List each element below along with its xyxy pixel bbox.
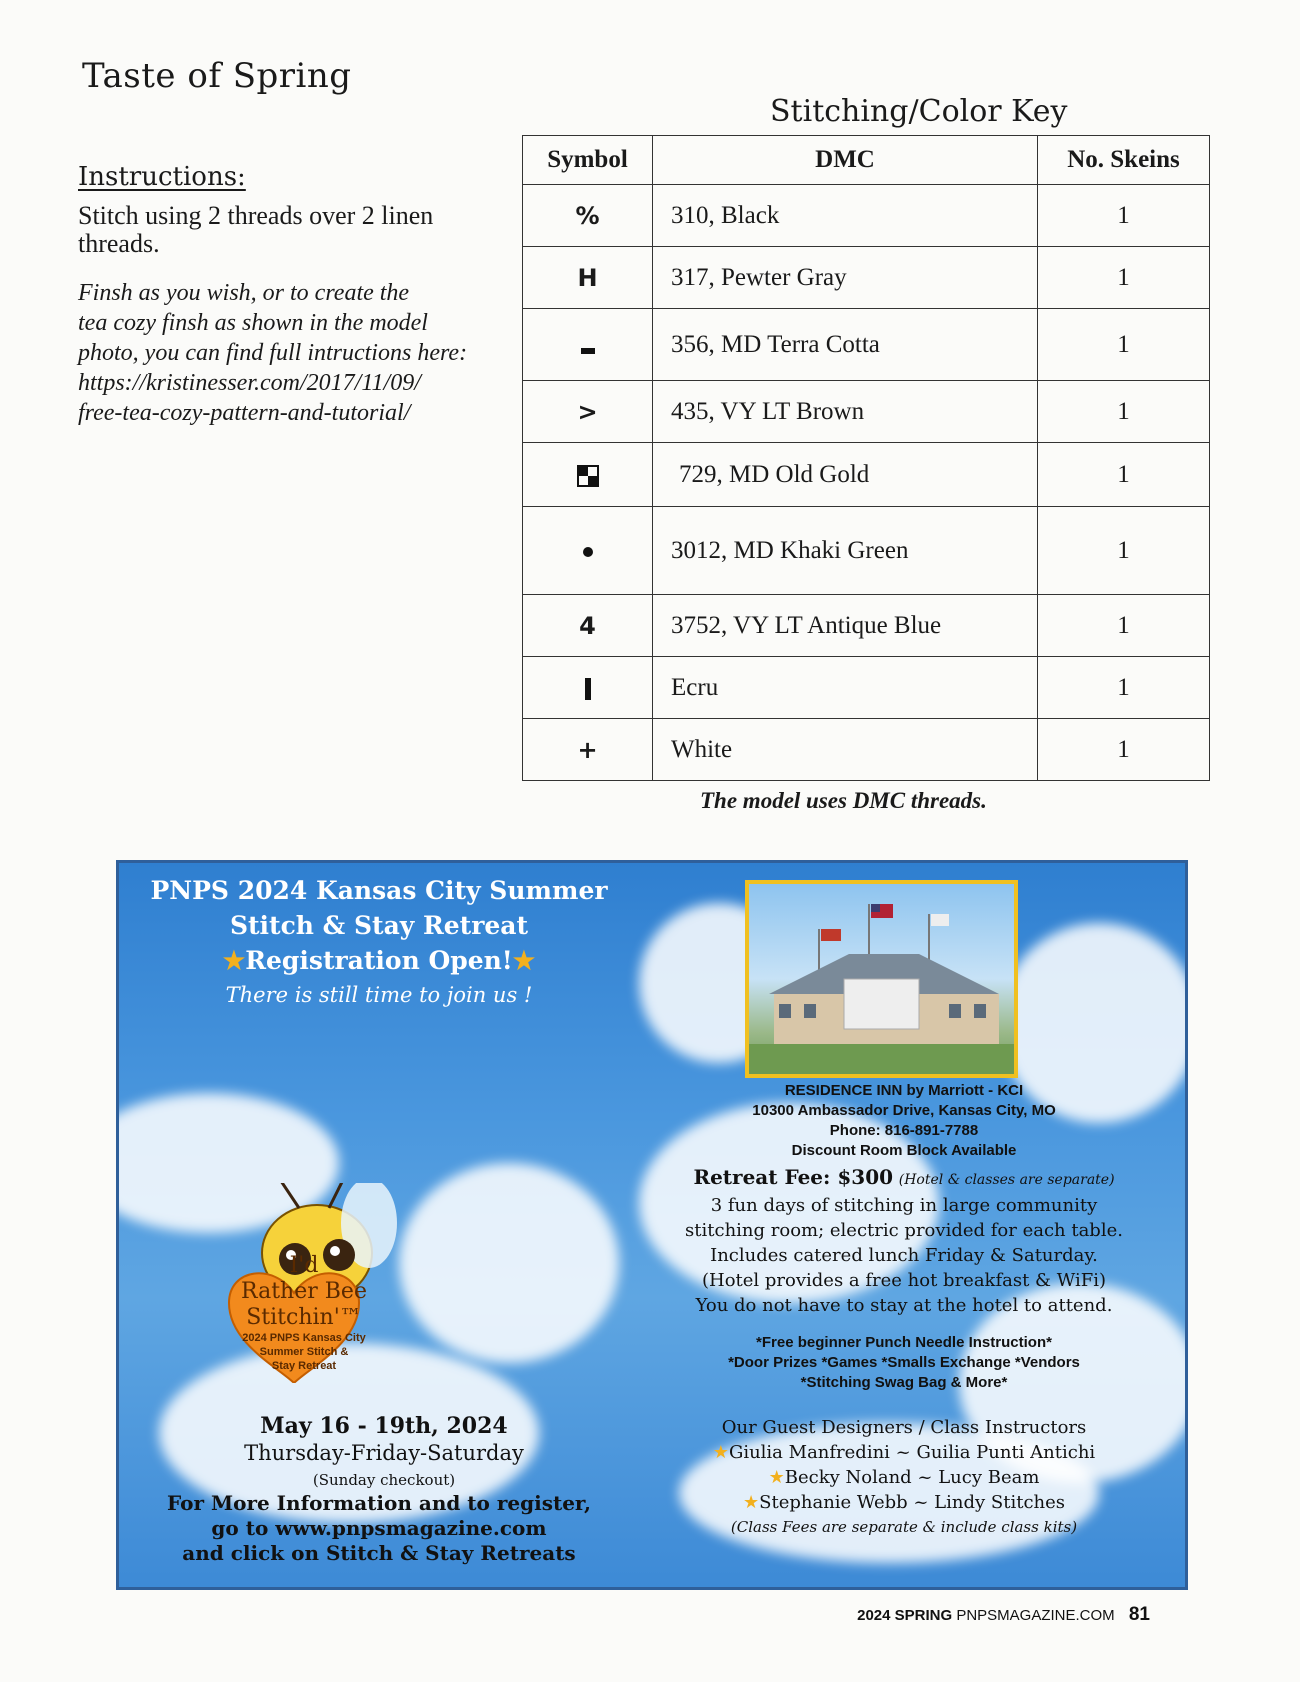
info-link[interactable]: go to www.pnpsmagazine.com (211, 1516, 547, 1540)
page-title: Taste of Spring (82, 56, 352, 96)
symbol-dash-icon (523, 309, 653, 381)
dates-text: May 16 - 19th, 2024 (260, 1413, 508, 1439)
heart-text-line: Rather Bee (241, 1279, 367, 1304)
finish-link[interactable]: free-tea-cozy-pattern-and-tutorial/ (78, 400, 411, 426)
table-row (523, 185, 1210, 247)
finish-line: Finsh as you wish, or to create the (78, 280, 410, 306)
heart-text-line: Summer Stitch & (259, 1346, 349, 1358)
page-number: 81 (1128, 1604, 1150, 1625)
skeins-cell: 1 (1038, 309, 1210, 381)
ad-headline (119, 873, 639, 978)
fee-label: Retreat Fee: $300 (693, 1165, 894, 1189)
finish-line: tea cozy finsh as shown in the model (78, 310, 428, 336)
table-row (523, 443, 1210, 507)
ad-subheadline: There is still time to join us ! (225, 983, 533, 1007)
symbol-plus-icon: + (523, 719, 653, 781)
table-row (523, 247, 1210, 309)
star-icon: ★ (512, 946, 536, 975)
footer-issue: 2024 SPRING (857, 1607, 953, 1624)
hotel-line: Discount Room Block Available (791, 1142, 1017, 1159)
heart-text-line: I'd (289, 1253, 319, 1278)
symbol-checker-icon (523, 443, 653, 507)
symbol-h-icon: H (523, 247, 653, 309)
table-row (523, 719, 1210, 781)
finish-line: photo, you can find full intructions here: (78, 340, 468, 366)
skeins-cell: 1 (1038, 719, 1210, 781)
heart-text-line: Stay Retreat (271, 1360, 337, 1372)
heart-text-line: 2024 PNPS Kansas City (242, 1332, 366, 1344)
retreat-line: 3 fun days of stitching in large community (710, 1195, 1098, 1216)
instructions-body: Stitch using 2 threads over 2 linen threads. (78, 201, 434, 258)
retreat-line: stitching room; electric provided for each table. (685, 1220, 1123, 1241)
fee-note: (Hotel & classes are separate) (898, 1172, 1115, 1188)
table-header-row (523, 136, 1210, 185)
dmc-cell: White (653, 719, 1038, 781)
star-icon: ★ (768, 1467, 785, 1488)
retreat-extras (639, 1333, 1169, 1393)
retreat-line: (Hotel provides a free hot breakfast & WiFi) (701, 1270, 1107, 1291)
retreat-details (639, 1165, 1169, 1318)
skeins-cell: 1 (1038, 443, 1210, 507)
designer-name: Becky Noland ~ Lucy Beam (784, 1467, 1040, 1488)
footer-site: PNPSMAGAZINE.COM (956, 1607, 1115, 1624)
checkout-text: (Sunday checkout) (312, 1471, 456, 1489)
symbol-greater-than-icon: > (523, 381, 653, 443)
dmc-cell: 356, MD Terra Cotta (653, 309, 1038, 381)
retreat-line: You do not have to stay at the hotel to attend. (695, 1295, 1113, 1316)
skeins-cell: 1 (1038, 247, 1210, 309)
finish-instructions (78, 278, 508, 428)
registration-info (119, 1491, 639, 1566)
designer-name: Stephanie Webb ~ Lindy Stitches (759, 1492, 1066, 1513)
instructions-heading: Instructions: (78, 162, 246, 192)
hotel-line: RESIDENCE INN by Marriott - KCI (784, 1082, 1024, 1099)
retreat-line: Includes catered lunch Friday & Saturday. (710, 1245, 1098, 1266)
designers-note: (Class Fees are separate & include class kits) (730, 1518, 1078, 1536)
table-row (523, 657, 1210, 719)
ad-registration: ★Registration Open!★ (222, 946, 536, 975)
color-key-note: The model uses DMC threads. (700, 788, 987, 813)
heart-badge-text (214, 1253, 394, 1373)
retreat-dates (149, 1413, 619, 1494)
info-line: For More Information and to register, (167, 1491, 591, 1515)
ad-headline-line: PNPS 2024 Kansas City Summer (150, 876, 608, 905)
star-icon: ★ (742, 1492, 760, 1513)
guest-designers (639, 1415, 1169, 1540)
dmc-cell: Ecru (653, 657, 1038, 719)
designers-heading: Our Guest Designers / Class Instructors (721, 1417, 1087, 1438)
header-skeins: No. Skeins (1038, 136, 1210, 185)
hotel-line: Phone: 816-891-7788 (829, 1122, 979, 1139)
table-row (523, 507, 1210, 595)
dmc-cell: 3752, VY LT Antique Blue (653, 595, 1038, 657)
header-dmc: DMC (653, 136, 1038, 185)
color-key-table (522, 135, 1210, 781)
skeins-cell: 1 (1038, 381, 1210, 443)
hotel-address (639, 1081, 1169, 1161)
ad-headline-line: Stitch & Stay Retreat (229, 911, 529, 940)
page-footer (857, 1604, 1150, 1626)
skeins-cell: 1 (1038, 657, 1210, 719)
dmc-cell: 3012, MD Khaki Green (653, 507, 1038, 595)
dmc-cell: 729, MD Old Gold (653, 443, 1038, 507)
hotel-photo (745, 880, 1018, 1078)
heart-text-line: Stitchin'™ (246, 1305, 362, 1330)
star-icon: ★ (712, 1442, 729, 1463)
extras-line: *Stitching Swag Bag & More* (800, 1374, 1008, 1391)
symbol-bar-icon (523, 657, 653, 719)
header-symbol: Symbol (523, 136, 653, 185)
star-icon: ★ (222, 946, 246, 975)
dmc-cell: 317, Pewter Gray (653, 247, 1038, 309)
table-row (523, 309, 1210, 381)
skeins-cell: 1 (1038, 595, 1210, 657)
dmc-cell: 310, Black (653, 185, 1038, 247)
symbol-percent-icon: % (523, 185, 653, 247)
symbol-dot-icon (523, 507, 653, 595)
info-line: and click on Stitch & Stay Retreats (182, 1541, 576, 1565)
table-row (523, 381, 1210, 443)
skeins-cell: 1 (1038, 507, 1210, 595)
color-key-title: Stitching/Color Key (770, 94, 1068, 129)
finish-link[interactable]: https://kristinesser.com/2017/11/09/ (78, 370, 421, 396)
days-text: Thursday-Friday-Saturday (244, 1441, 524, 1465)
designer-name: Giulia Manfredini ~ Guilia Punti Antichi (728, 1442, 1096, 1463)
table-row (523, 595, 1210, 657)
extras-line: *Free beginner Punch Needle Instruction* (756, 1334, 1052, 1351)
extras-line: *Door Prizes *Games *Smalls Exchange *Vendors (728, 1354, 1080, 1371)
dmc-cell: 435, VY LT Brown (653, 381, 1038, 443)
retreat-advertisement (116, 860, 1188, 1590)
skeins-cell: 1 (1038, 185, 1210, 247)
hotel-line: 10300 Ambassador Drive, Kansas City, MO (752, 1102, 1056, 1119)
symbol-four-icon: 4 (523, 595, 653, 657)
